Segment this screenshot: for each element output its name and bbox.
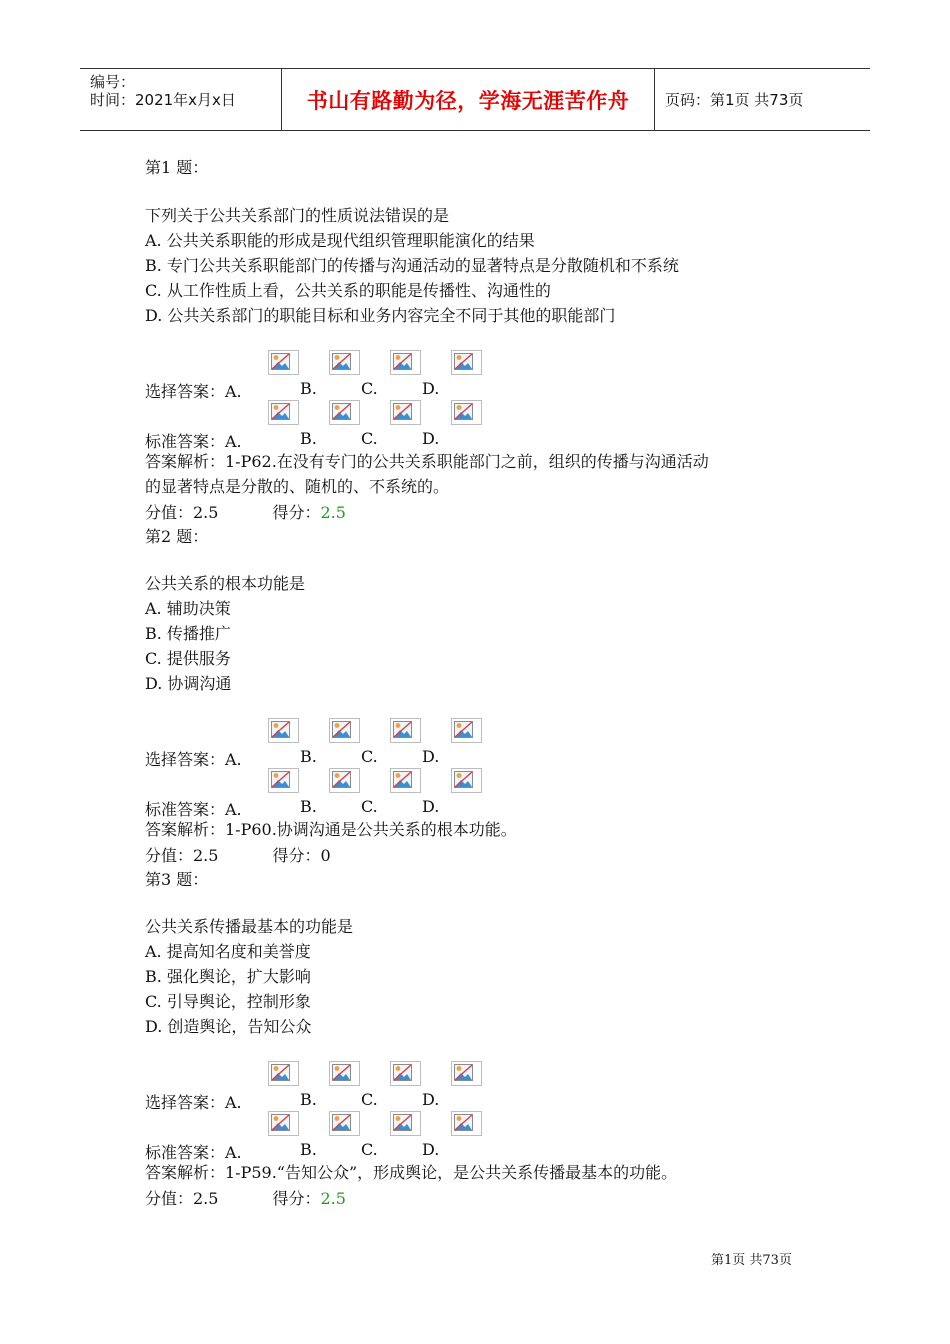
score-value: 2.5 [320,503,346,522]
broken-image-icon [390,1111,421,1136]
question-3-stem: 公共关系传播最基本的功能是 [145,917,354,936]
option-b-label: B. [300,1090,317,1109]
broken-image-icon[interactable] [268,1061,299,1086]
question-1-option-c: C. 从工作性质上看，公共关系的职能是传播性、沟通性的 [145,281,551,300]
broken-image-icon[interactable] [451,350,482,375]
question-1-title: 第1 题： [145,158,209,177]
page-header [80,68,870,131]
score-label: 得分： [272,1189,321,1208]
broken-image-icon [451,1111,482,1136]
page-footer: 第1页 共73页 [711,1253,792,1268]
broken-image-icon[interactable] [268,350,299,375]
option-d-label: D. [422,747,440,766]
option-d-label: D. [422,797,440,816]
question-2-title: 第2 题： [145,527,209,546]
option-d-label: D. [422,1090,440,1109]
question-1-choice-answer [145,350,505,400]
option-c-label: C. [361,1140,378,1159]
question-3-standard-answer [145,1111,505,1161]
standard-answer-label: 标准答案：A. [145,800,242,819]
option-c-label: C. [361,379,378,398]
question-2-score-line [145,846,331,866]
value-label: 分值：2.5 [145,1189,219,1208]
question-3-option-d: D. 创造舆论，告知公众 [145,1017,312,1036]
question-3-choice-answer [145,1061,505,1111]
option-c-label: C. [361,747,378,766]
question-3-score-line [145,1189,346,1209]
broken-image-icon[interactable] [329,1061,360,1086]
question-2-option-d: D. 协调沟通 [145,674,232,693]
question-1-score-line [145,503,346,523]
broken-image-icon [329,768,360,793]
motto-text: 书山有路勤为径，学海无涯苦作舟 [306,88,630,113]
score-value: 0 [320,846,331,865]
question-2-option-c: C. 提供服务 [145,649,231,668]
choice-answer-label: 选择答案：A. [145,382,242,401]
value-label: 分值：2.5 [145,503,219,522]
question-2-option-b: B. 传播推广 [145,624,231,643]
standard-answer-label: 标准答案：A. [145,1143,242,1162]
option-b-label: B. [300,379,317,398]
option-c-label: C. [361,429,378,448]
broken-image-icon[interactable] [390,718,421,743]
question-1-explanation-line-1: 答案解析：1-P62.在没有专门的公共关系职能部门之前，组织的传播与沟通活动 [145,452,709,471]
doc-number-label: 编号： [90,73,136,91]
option-b-label: B. [300,747,317,766]
question-3-explanation-line-1: 答案解析：1-P59.“告知公众”，形成舆论，是公共关系传播最基本的功能。 [145,1163,678,1182]
question-1-option-d: D. 公共关系部门的职能目标和业务内容完全不同于其他的职能部门 [145,306,616,325]
broken-image-icon [329,400,360,425]
question-2-explanation-line-1: 答案解析：1-P60.协调沟通是公共关系的根本功能。 [145,820,517,839]
value-label: 分值：2.5 [145,846,219,865]
question-1-explanation-line-2: 的显著特点是分散的、随机的、不系统的。 [145,477,450,496]
question-3-title: 第3 题： [145,870,209,889]
score-label: 得分： [272,846,321,865]
broken-image-icon[interactable] [268,718,299,743]
question-1-option-a: A. 公共关系职能的形成是现代组织管理职能演化的结果 [145,231,535,250]
header-page-label: 页码：第1页 共73页 [665,91,804,109]
choice-answer-label: 选择答案：A. [145,1093,242,1112]
broken-image-icon [329,1111,360,1136]
broken-image-icon [451,768,482,793]
broken-image-icon [268,768,299,793]
broken-image-icon [390,400,421,425]
broken-image-icon [268,1111,299,1136]
broken-image-icon[interactable] [451,718,482,743]
option-d-label: D. [422,379,440,398]
header-motto-cell [282,69,655,130]
question-1-standard-answer [145,400,505,450]
option-c-label: C. [361,1090,378,1109]
question-2-stem: 公共关系的根本功能是 [145,574,306,593]
question-2-choice-answer [145,718,505,768]
option-d-label: D. [422,429,440,448]
broken-image-icon[interactable] [390,1061,421,1086]
broken-image-icon [451,400,482,425]
header-meta-cell [80,69,282,130]
option-b-label: B. [300,1140,317,1159]
score-label: 得分： [272,503,321,522]
broken-image-icon[interactable] [329,350,360,375]
standard-answer-label: 标准答案：A. [145,432,242,451]
question-3-option-a: A. 提高知名度和美誉度 [145,942,311,961]
option-d-label: D. [422,1140,440,1159]
header-page-cell [655,69,870,130]
doc-time-label: 时间：2021年x月x日 [90,91,236,109]
option-c-label: C. [361,797,378,816]
broken-image-icon[interactable] [451,1061,482,1086]
choice-answer-label: 选择答案：A. [145,750,242,769]
option-b-label: B. [300,429,317,448]
broken-image-icon [390,768,421,793]
question-1-stem: 下列关于公共关系部门的性质说法错误的是 [145,206,450,225]
question-2-standard-answer [145,768,505,818]
question-3-option-b: B. 强化舆论，扩大影响 [145,967,311,986]
score-value: 2.5 [320,1189,346,1208]
question-2-option-a: A. 辅助决策 [145,599,231,618]
broken-image-icon [268,400,299,425]
broken-image-icon[interactable] [390,350,421,375]
option-b-label: B. [300,797,317,816]
question-1-option-b: B. 专门公共关系职能部门的传播与沟通活动的显著特点是分散随机和不系统 [145,256,679,275]
broken-image-icon[interactable] [329,718,360,743]
question-3-option-c: C. 引导舆论，控制形象 [145,992,311,1011]
